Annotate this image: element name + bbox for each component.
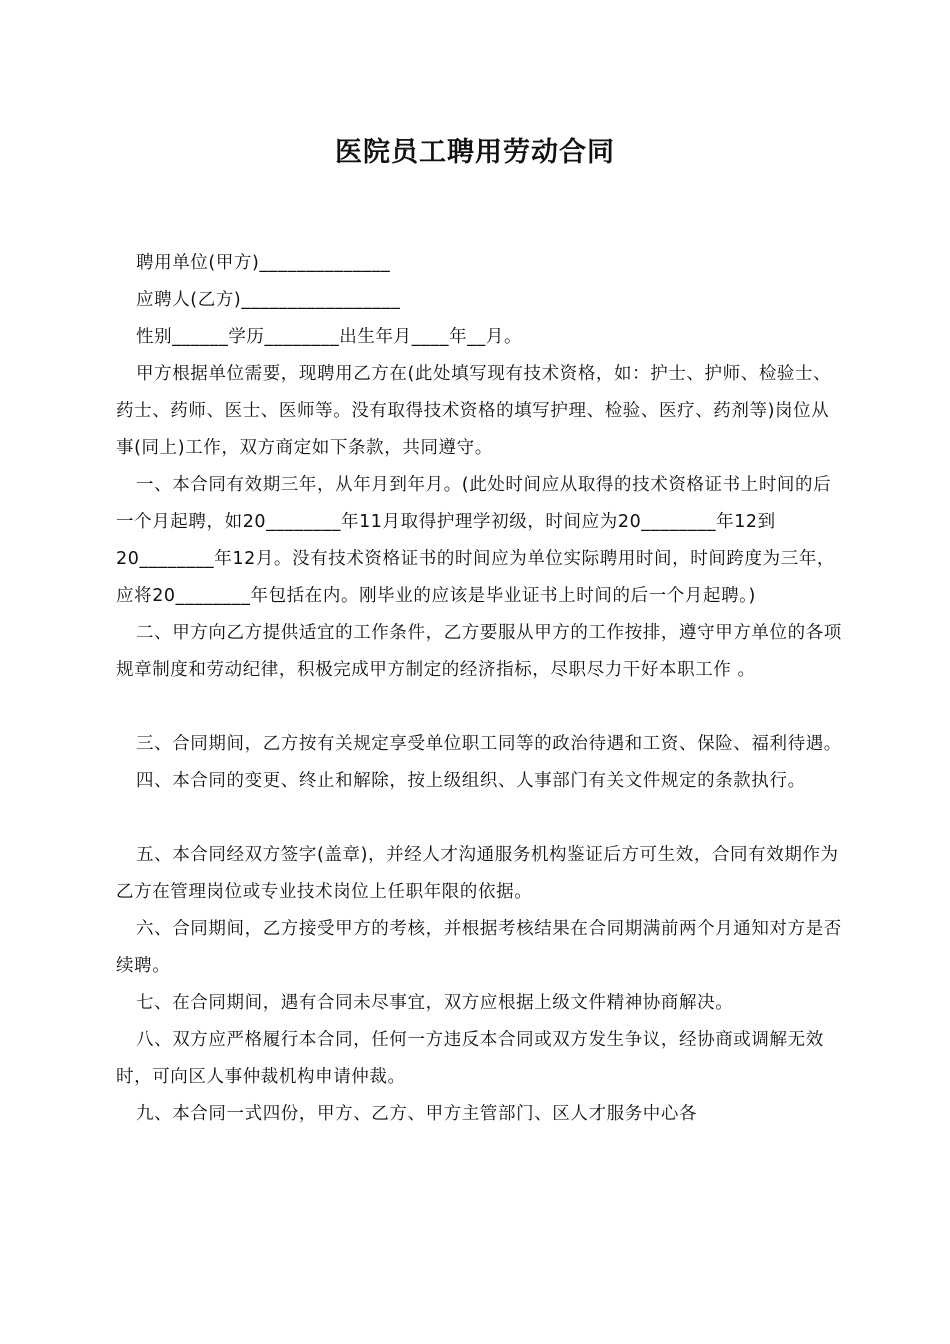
document-body: [116, 245, 844, 1133]
clause-2: 二、甲方向乙方提供适宜的工作条件，乙方要服从甲方的工作按排，遵守甲方单位的各项规章制度和劳动纪律，积极完成甲方制定的经济指标，尽职尽力干好本职工作 。: [116, 623, 842, 680]
document-title: 医院员工聘用劳动合同: [335, 137, 615, 168]
clause-3: 三、合同期间，乙方按有关规定享受单位职工同等的政治待遇和工资、保险、福利待遇。: [136, 734, 842, 754]
applicant-line: 应聘人(乙方)_________________: [136, 290, 401, 310]
clause-1: 一、本合同有效期三年，从年月到年月。(此处时间应从取得的技术资格证书上时间的后一个月起聘，如20________年11月取得护理学初级，时间应为20________年12到20________年12月。没有技术资格证书的时间应为单位实际聘用时间，时间跨度为三年，应将20________年包括在内。刚毕业的应该是毕业证书上时间的后一个月起聘。): [116, 475, 836, 606]
clause-6: 六、合同期间，乙方接受甲方的考核，并根据考核结果在合同期满前两个月通知对方是否续聘。: [116, 919, 842, 976]
clause-8: 八、双方应严格履行本合同，任何一方违反本合同或双方发生争议，经协商或调解无效时，可向区人事仲裁机构申请仲裁。: [116, 1030, 824, 1087]
employer-line: 聘用单位(甲方)______________: [136, 253, 391, 273]
clause-9: 九、本合同一式四份，甲方、乙方、甲方主管部门、区人才服务中心各: [136, 1104, 698, 1124]
intro-paragraph: 甲方根据单位需要，现聘用乙方在(此处填写现有技术资格，如：护士、护师、检验士、药士、药师、医士、医师等。没有取得技术资格的填写护理、检验、医疗、药剂等)岗位从事(同上)工作，双方商定如下条款，共同遵守。: [116, 364, 832, 458]
personal-info-line: 性别______学历________出生年月____年__月。: [136, 327, 523, 347]
clause-5: 五、本合同经双方签字(盖章)，并经人才沟通服务机构鉴证后方可生效，合同有效期作为乙方在管理岗位或专业技术岗位上任职年限的依据。: [116, 845, 839, 902]
clause-7: 七、在合同期间，遇有合同未尽事宜，双方应根据上级文件精神协商解决。: [136, 993, 734, 1013]
clause-4: 四、本合同的变更、终止和解除，按上级组织、人事部门有关文件规定的条款执行。: [136, 771, 806, 791]
